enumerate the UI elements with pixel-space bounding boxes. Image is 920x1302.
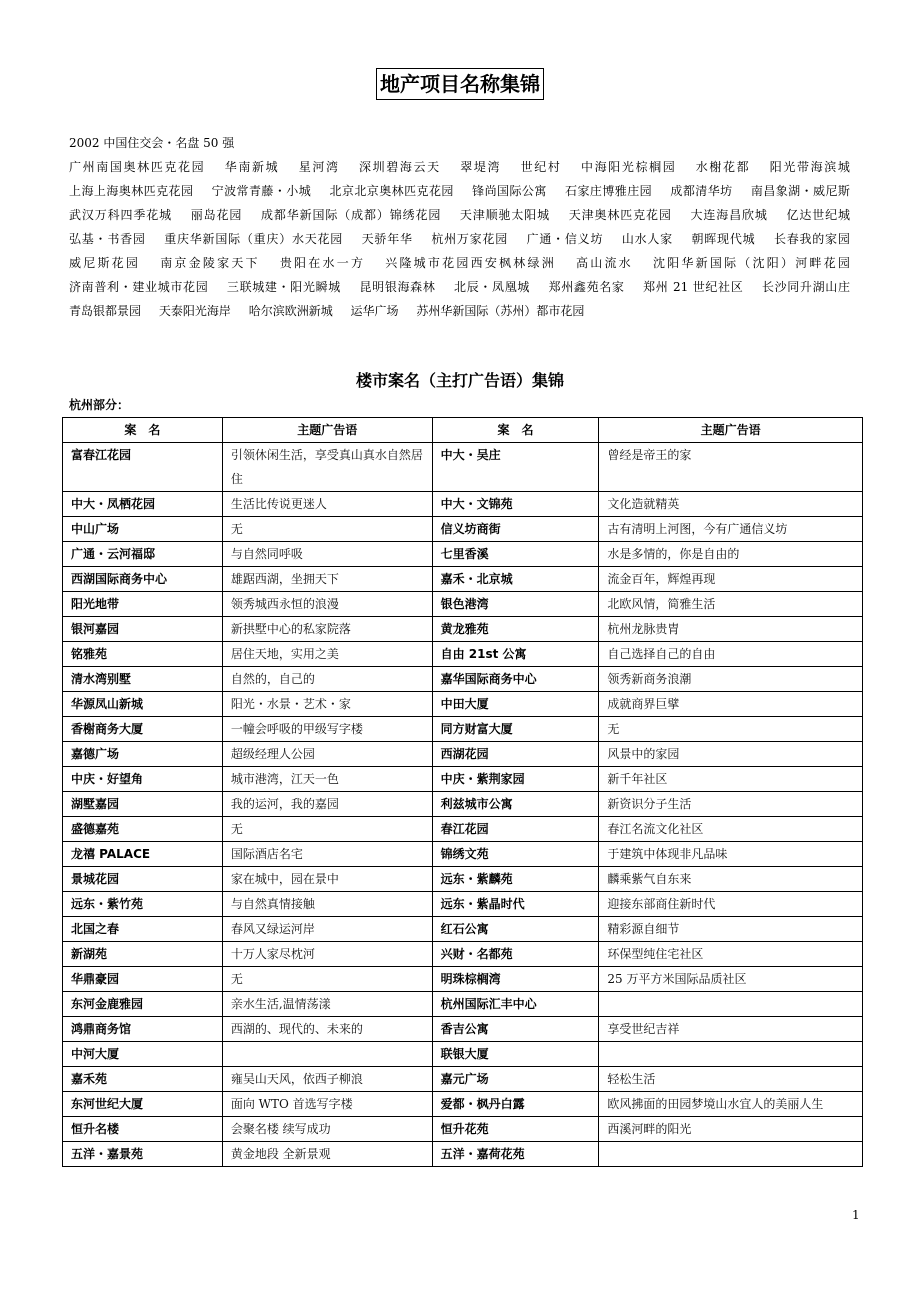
table-row	[63, 717, 863, 742]
project-name-item: 郑州 21 世纪社区	[643, 280, 744, 294]
slogan-cell: 新拱墅中心的私家院落	[222, 617, 432, 642]
project-name-item: 北京北京奥林匹克花园	[329, 184, 454, 198]
project-name-item: 天津顺驰太阳城	[459, 208, 551, 222]
intro-heading: 2002 中国住交会・名盘 50 强	[69, 136, 235, 150]
project-name-item: 贵阳在水一方	[279, 256, 366, 270]
table-row	[63, 917, 863, 942]
slogan-cell	[599, 1042, 863, 1067]
slogan-cell: 自然的，自己的	[222, 667, 432, 692]
table-row	[63, 492, 863, 517]
project-name-item: 成都清华坊	[670, 184, 733, 198]
project-name-item: 弘基・书香园	[69, 232, 146, 246]
table-row	[63, 642, 863, 667]
slogan-cell: 会聚名楼 续写成功	[222, 1117, 432, 1142]
project-name-item: 运华广场	[350, 304, 399, 318]
project-name-item: 天骄年华	[361, 232, 413, 246]
project-name-cell: 银河嘉园	[63, 617, 223, 642]
project-name-cell: 中庆・好望角	[63, 767, 223, 792]
document-title: 地产项目名称集锦	[376, 68, 544, 100]
project-name-cell: 阳光地带	[63, 592, 223, 617]
slogan-cell: 自己选择自己的自由	[599, 642, 863, 667]
project-name-item: 天津奥林匹克花园	[568, 208, 672, 222]
slogan-cell: 麟乘紫气自东来	[599, 867, 863, 892]
table-header-row	[63, 418, 863, 443]
project-name-cell: 嘉禾苑	[63, 1067, 223, 1092]
slogan-cell: 春江名流文化社区	[599, 817, 863, 842]
project-name-cell: 利兹城市公寓	[432, 792, 599, 817]
table-row	[63, 443, 863, 492]
project-name-cell: 联银大厦	[432, 1042, 599, 1067]
project-name-cell: 富春江花园	[63, 443, 223, 492]
project-name-item: 郑州鑫苑名家	[548, 280, 625, 294]
slogan-cell: 雄踞西湖，坐拥天下	[222, 567, 432, 592]
project-name-cell: 兴财・名都苑	[432, 942, 599, 967]
slogan-cell: 无	[599, 717, 863, 742]
project-name-item: 沈阳华新国际（沈阳）河畔花园	[652, 256, 850, 270]
slogan-cell: 流金百年，辉煌再现	[599, 567, 863, 592]
project-name-item: 世纪村	[520, 160, 562, 174]
project-name-cell: 湖墅嘉园	[63, 792, 223, 817]
table-row	[63, 667, 863, 692]
table-row	[63, 767, 863, 792]
slogan-cell	[222, 1042, 432, 1067]
slogan-cell: 引领休闲生活，享受真山真水自然居住	[222, 443, 432, 492]
project-name-item: 长沙同升湖山庄	[761, 280, 850, 294]
table-body	[63, 443, 863, 1167]
title-wrap	[0, 68, 920, 100]
table-row	[63, 1092, 863, 1117]
slogan-cell: 面向 WTO 首选写字楼	[222, 1092, 432, 1117]
slogan-cell: 轻松生活	[599, 1067, 863, 1092]
project-name-item: 宁波常青藤・小城	[211, 184, 312, 198]
slogan-cell: 于建筑中体现非凡品味	[599, 842, 863, 867]
slogan-cell: 环保型纯住宅社区	[599, 942, 863, 967]
project-name-cell: 中庆・紫荆家园	[432, 767, 599, 792]
section-label: 杭州部分：	[69, 398, 130, 412]
table-row	[63, 1042, 863, 1067]
project-name-cell: 东河世纪大厦	[63, 1092, 223, 1117]
table-row	[63, 517, 863, 542]
project-name-item: 高山流水	[576, 256, 633, 270]
table-row	[63, 942, 863, 967]
project-name-item: 威尼斯花园	[69, 256, 141, 270]
slogan-cell: 迎接东部商住新时代	[599, 892, 863, 917]
project-name-cell: 东河金鹿雅园	[63, 992, 223, 1017]
slogan-cell: 古有清明上河图，今有广通信义坊	[599, 517, 863, 542]
project-name-cell: 五洋・嘉景苑	[63, 1142, 223, 1167]
project-name-item: 哈尔滨欧洲新城	[248, 304, 333, 318]
slogan-cell: 无	[222, 517, 432, 542]
project-name-item: 兴隆城市花园西安枫林绿洲	[385, 256, 556, 270]
project-name-item: 翠堤湾	[460, 160, 502, 174]
project-name-item: 深圳碧海云天	[359, 160, 441, 174]
project-name-cell: 嘉禾・北京城	[432, 567, 599, 592]
project-name-item: 星河湾	[298, 160, 340, 174]
slogan-cell: 超级经理人公园	[222, 742, 432, 767]
project-name-item: 华南新城	[224, 160, 280, 174]
project-name-cell: 香榭商务大厦	[63, 717, 223, 742]
slogan-cell	[599, 1142, 863, 1167]
slogan-cell: 黄金地段 全新景观	[222, 1142, 432, 1167]
table-row	[63, 842, 863, 867]
slogan-cell: 十万人家尽枕河	[222, 942, 432, 967]
slogan-cell: 与自然同呼吸	[222, 542, 432, 567]
table-row	[63, 692, 863, 717]
project-name-item: 水榭花都	[695, 160, 751, 174]
slogan-cell: 杭州龙脉贵胄	[599, 617, 863, 642]
project-name-cell: 广通・云河福邸	[63, 542, 223, 567]
project-name-item: 苏州华新国际（苏州）都市花园	[416, 304, 585, 318]
project-name-cell: 同方财富大厦	[432, 717, 599, 742]
slogan-cell: 国际酒店名宅	[222, 842, 432, 867]
project-name-cell: 嘉华国际商务中心	[432, 667, 599, 692]
project-name-cell: 中大・吴庄	[432, 443, 599, 492]
table-row	[63, 817, 863, 842]
project-name-item: 上海上海奥林匹克花园	[69, 184, 194, 198]
project-name-item: 朝晖现代城	[691, 232, 756, 246]
slogan-cell: 新千年社区	[599, 767, 863, 792]
slogan-cell: 家在城中，园在景中	[222, 867, 432, 892]
table-row	[63, 967, 863, 992]
project-name-cell: 嘉德广场	[63, 742, 223, 767]
project-name-cell: 龙禧 PALACE	[63, 842, 223, 867]
slogan-cell: 25 万平方米国际品质社区	[599, 967, 863, 992]
slogan-cell: 北欧风情，简雅生活	[599, 592, 863, 617]
project-name-cell: 景城花园	[63, 867, 223, 892]
project-name-item: 亿达世纪城	[786, 208, 850, 222]
project-name-item: 大连海昌欣城	[690, 208, 768, 222]
slogan-cell: 春风又绿运河岸	[222, 917, 432, 942]
project-name-cell: 中大・凤栖花园	[63, 492, 223, 517]
project-name-cell: 新湖苑	[63, 942, 223, 967]
slogan-cell: 我的运河，我的嘉园	[222, 792, 432, 817]
slogan-cell: 一幢会呼吸的甲级写字楼	[222, 717, 432, 742]
slogan-cell: 亲水生活,温情荡漾	[222, 992, 432, 1017]
project-name-cell: 嘉元广场	[432, 1067, 599, 1092]
project-name-cell: 银色港湾	[432, 592, 599, 617]
project-name-cell: 华源凤山新城	[63, 692, 223, 717]
table-row	[63, 1067, 863, 1092]
project-name-cell: 五洋・嘉荷花苑	[432, 1142, 599, 1167]
project-name-item: 天泰阳光海岸	[158, 304, 231, 318]
project-name-item: 锋尚国际公寓	[472, 184, 547, 198]
slogan-cell: 享受世纪吉祥	[599, 1017, 863, 1042]
project-name-cell: 鸿鼎商务馆	[63, 1017, 223, 1042]
project-name-cell: 中大・文锦苑	[432, 492, 599, 517]
project-name-item: 武汉万科四季花城	[69, 208, 173, 222]
header-slogan-2: 主题广告语	[599, 418, 863, 443]
table-row	[63, 542, 863, 567]
slogan-cell: 无	[222, 817, 432, 842]
project-name-cell: 杭州国际汇丰中心	[432, 992, 599, 1017]
project-name-item: 成都华新国际（成都）锦绣花园	[260, 208, 442, 222]
slogan-cell: 曾经是帝王的家	[599, 443, 863, 492]
project-name-cell: 远东・紫麟苑	[432, 867, 599, 892]
slogan-cell: 阳光・水景・艺术・家	[222, 692, 432, 717]
slogan-cell: 新资识分子生活	[599, 792, 863, 817]
slogan-cell: 西溪河畔的阳光	[599, 1117, 863, 1142]
project-name-item: 南昌象湖・威尼斯	[750, 184, 850, 198]
project-name-cell: 远东・紫竹苑	[63, 892, 223, 917]
project-name-cell: 恒升名楼	[63, 1117, 223, 1142]
slogan-cell: 风景中的家园	[599, 742, 863, 767]
project-name-item: 昆明银海森林	[359, 280, 436, 294]
project-name-item: 杭州万家花园	[431, 232, 508, 246]
project-name-item: 北辰・凤凰城	[454, 280, 531, 294]
table-row	[63, 1142, 863, 1167]
project-name-cell: 清水湾别墅	[63, 667, 223, 692]
slogan-cell: 水是多情的，你是自由的	[599, 542, 863, 567]
slogan-cell: 西湖的、现代的、未来的	[222, 1017, 432, 1042]
slogan-cell: 居住天地，实用之美	[222, 642, 432, 667]
project-name-item: 广州南国奥林匹克花园	[69, 160, 206, 174]
project-name-item: 丽岛花园	[190, 208, 243, 222]
project-name-cell: 中田大厦	[432, 692, 599, 717]
slogan-cell: 无	[222, 967, 432, 992]
table-row	[63, 867, 863, 892]
table-row	[63, 617, 863, 642]
project-name-item: 济南普利・建业城市花园	[69, 280, 209, 294]
project-name-cell: 香吉公寓	[432, 1017, 599, 1042]
slogan-cell: 领秀城西永恒的浪漫	[222, 592, 432, 617]
project-name-cell: 红石公寓	[432, 917, 599, 942]
slogan-cell: 文化造就精英	[599, 492, 863, 517]
project-names-list	[69, 155, 864, 323]
project-name-item: 阳光带海滨城	[769, 160, 850, 174]
slogan-cell: 成就商界巨擘	[599, 692, 863, 717]
slogan-cell: 欧风拂面的田园梦境山水宜人的美丽人生	[599, 1092, 863, 1117]
slogan-cell: 雍吴山天风，依西子柳浪	[222, 1067, 432, 1092]
project-name-item: 石家庄博雅庄园	[565, 184, 653, 198]
slogan-cell: 生活比传说更迷人	[222, 492, 432, 517]
project-name-cell: 中河大厦	[63, 1042, 223, 1067]
project-name-cell: 锦绣文苑	[432, 842, 599, 867]
table-row	[63, 567, 863, 592]
table-row	[63, 592, 863, 617]
project-name-item: 长春我的家园	[773, 232, 850, 246]
project-name-item: 中海阳光棕榈园	[580, 160, 677, 174]
slogan-cell: 与自然真情接触	[222, 892, 432, 917]
slogan-cell: 领秀新商务浪潮	[599, 667, 863, 692]
project-name-item: 重庆华新国际（重庆）水天花园	[164, 232, 344, 246]
header-name-1: 案 名	[63, 418, 223, 443]
page-number: 1	[852, 1208, 860, 1222]
slogan-cell: 城市港湾，江天一色	[222, 767, 432, 792]
project-name-cell: 中山广场	[63, 517, 223, 542]
table-row	[63, 742, 863, 767]
project-name-item: 广通・信义坊	[526, 232, 604, 246]
slogan-cell: 精彩源自细节	[599, 917, 863, 942]
header-slogan-1: 主题广告语	[222, 418, 432, 443]
slogan-table	[62, 417, 863, 1167]
project-name-item: 三联城建・阳光瞬城	[226, 280, 341, 294]
project-name-item: 南京金陵家天下	[160, 256, 260, 270]
project-name-cell: 自由 21st 公寓	[432, 642, 599, 667]
table-row	[63, 892, 863, 917]
table-row	[63, 1117, 863, 1142]
project-name-cell: 西湖花园	[432, 742, 599, 767]
project-name-cell: 七里香溪	[432, 542, 599, 567]
project-name-cell: 铭雅苑	[63, 642, 223, 667]
project-name-cell: 西湖国际商务中心	[63, 567, 223, 592]
project-name-cell: 信义坊商街	[432, 517, 599, 542]
project-name-cell: 明珠棕榈湾	[432, 967, 599, 992]
project-name-cell: 春江花园	[432, 817, 599, 842]
table-row	[63, 992, 863, 1017]
project-name-cell: 黄龙雅苑	[432, 617, 599, 642]
table-row	[63, 792, 863, 817]
project-name-cell: 北国之春	[63, 917, 223, 942]
slogan-cell	[599, 992, 863, 1017]
project-name-cell: 远东・紫晶时代	[432, 892, 599, 917]
header-name-2: 案 名	[432, 418, 599, 443]
project-name-cell: 爱都・枫丹白露	[432, 1092, 599, 1117]
project-name-cell: 华鼎豪园	[63, 967, 223, 992]
project-name-item: 山水人家	[621, 232, 673, 246]
table-heading: 楼市案名（主打广告语）集锦	[355, 371, 564, 390]
project-name-cell: 恒升花苑	[432, 1117, 599, 1142]
table-row	[63, 1017, 863, 1042]
project-name-item: 青岛银都景园	[69, 304, 142, 318]
project-name-cell: 盛德嘉苑	[63, 817, 223, 842]
